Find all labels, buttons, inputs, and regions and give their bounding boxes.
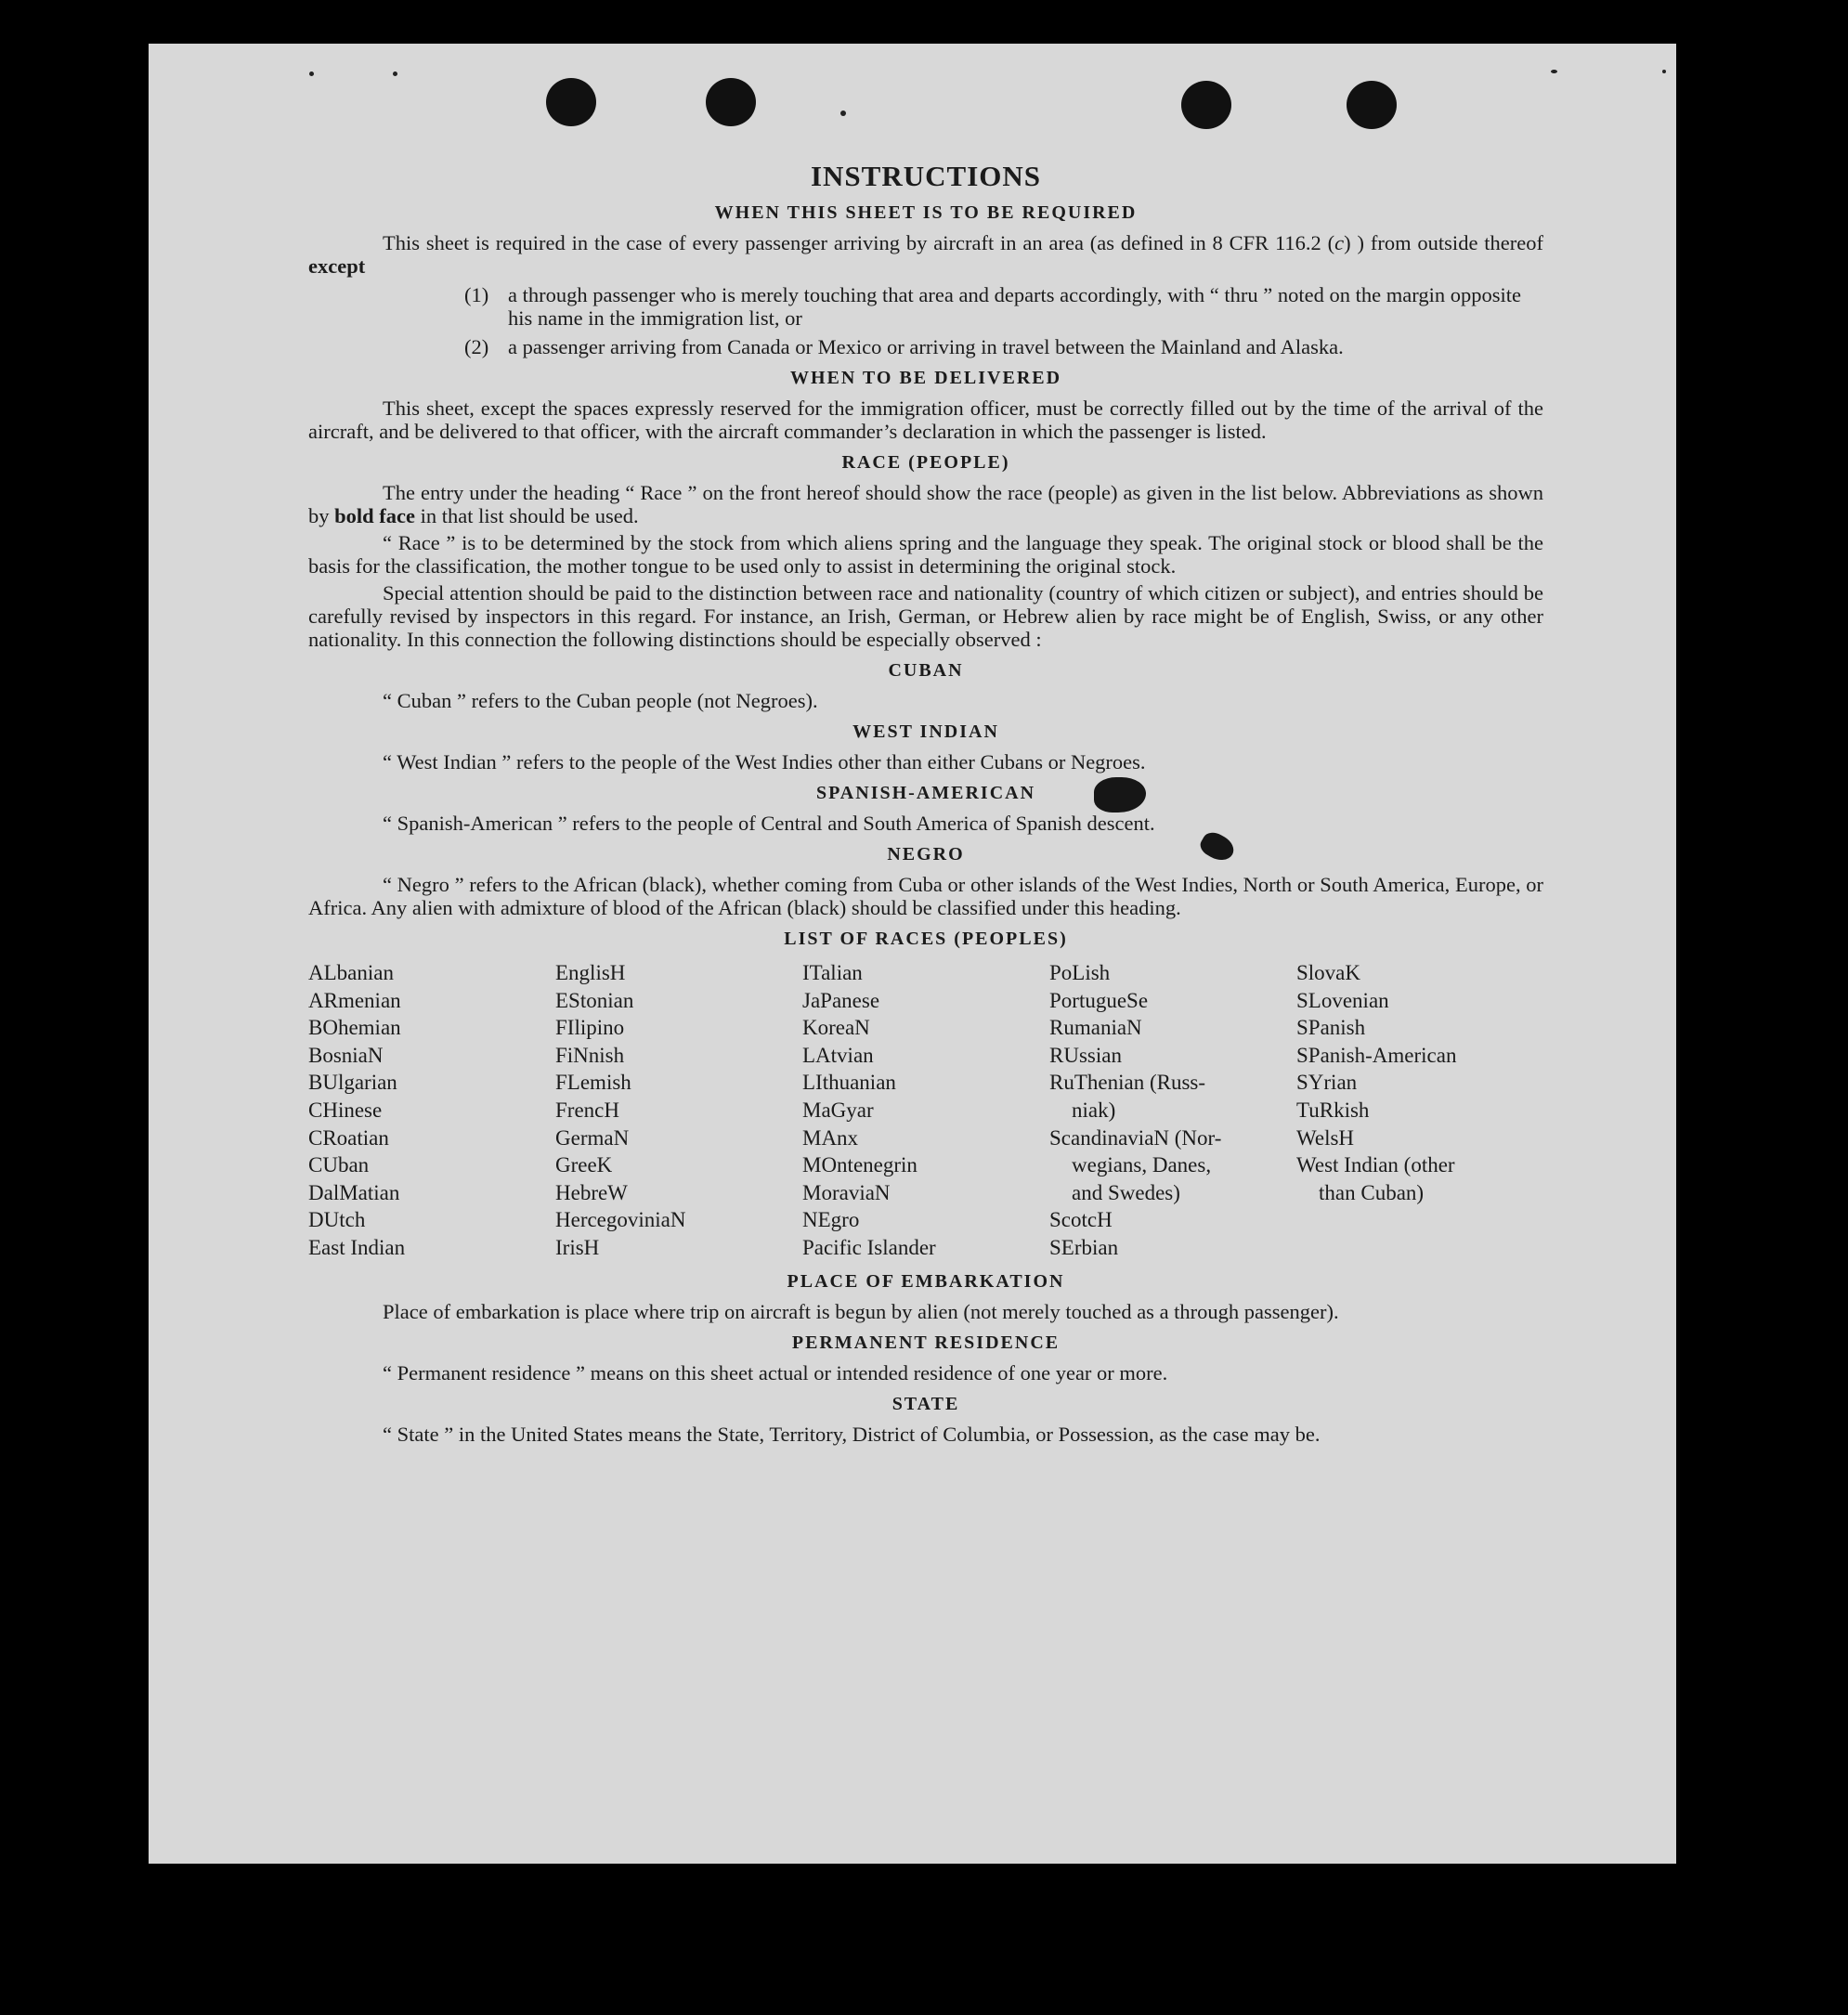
race-item: MAnx xyxy=(802,1125,859,1150)
race-item: BosniaN xyxy=(308,1043,384,1067)
punch-hole xyxy=(1347,81,1397,129)
section-heading: WHEN THIS SHEET IS TO BE REQUIRED xyxy=(714,202,1138,223)
paragraph xyxy=(308,231,1543,278)
race-item: SPanish-American xyxy=(1296,1043,1457,1067)
text-span: The entry under the heading “ Race ” on the front hereof should show the race (people) as given in the list below. Abbreviations as shown by xyxy=(308,481,1543,527)
race-item: RuThenian (Russ- xyxy=(1049,1071,1206,1095)
document-content xyxy=(308,160,1543,1450)
race-item: ScotcH xyxy=(1049,1208,1113,1232)
race-item: HebreW xyxy=(555,1180,628,1204)
race-column xyxy=(802,959,1049,1262)
race-item: KoreaN xyxy=(802,1016,870,1040)
bold-text: except xyxy=(308,254,366,278)
race-item: PortugueSe xyxy=(1049,988,1149,1012)
race-column xyxy=(308,959,555,1262)
section-heading: PERMANENT RESIDENCE xyxy=(791,1332,1061,1353)
race-column xyxy=(1049,959,1296,1262)
paragraph: “ West Indian ” refers to the people of the West Indies other than either Cubans or Negroes. xyxy=(383,750,1146,774)
page-title: INSTRUCTIONS xyxy=(810,160,1041,192)
race-item: MaGyar xyxy=(802,1098,874,1122)
speck xyxy=(393,72,397,76)
race-item: East Indian xyxy=(308,1235,406,1259)
race-item: RumaniaN xyxy=(1049,1016,1142,1040)
race-item: PoLish xyxy=(1049,961,1111,984)
race-item: BOhemian xyxy=(308,1016,401,1040)
item-number: (1) xyxy=(464,283,489,306)
race-item: WelsH xyxy=(1296,1125,1355,1150)
race-item: wegians, Danes, xyxy=(1072,1153,1212,1177)
race-item: SPanish xyxy=(1296,1016,1366,1040)
race-column xyxy=(555,959,802,1262)
italic-text: c xyxy=(1334,231,1345,254)
paragraph: Special attention should be paid to the distinction between race and nationality (country of which citizen or subject), and entries should be carefully revised by inspectors in this regard. For instance, an Irish, German, or Hebrew alien by race might be of English, Swiss, or any other nationality. In this connection the following distinctions should be especially observed : xyxy=(308,581,1543,651)
race-list xyxy=(308,959,1543,1262)
bold-text: bold face xyxy=(334,504,415,527)
race-item: EStonian xyxy=(555,988,634,1012)
race-item: GreeK xyxy=(555,1153,613,1177)
race-item: MoraviaN xyxy=(802,1180,891,1204)
document-page xyxy=(149,44,1676,1864)
section-heading: CUBAN xyxy=(888,660,964,681)
race-item: MOntenegrin xyxy=(802,1153,917,1177)
race-item: ARmenian xyxy=(308,988,401,1012)
section-heading: WEST INDIAN xyxy=(852,722,999,742)
paragraph: “ Spanish-American ” refers to the people of Central and South America of Spanish descent. xyxy=(383,812,1155,835)
race-item: JaPanese xyxy=(802,988,880,1012)
paragraph: Place of embarkation is place where trip on aircraft is begun by alien (not merely touched as a through passenger). xyxy=(383,1299,1339,1323)
race-item: GermaN xyxy=(555,1125,630,1150)
paragraph: This sheet, except the spaces expressly reserved for the immigration officer, must be correctly filled out by the time of the arrival of the aircraft, and be delivered to that officer, with the aircraft commander’s declaration in which the passenger is listed. xyxy=(308,396,1543,443)
race-item: SYrian xyxy=(1296,1071,1358,1095)
paragraph: “ Permanent residence ” means on this sheet actual or intended residence of one year or more. xyxy=(383,1360,1168,1384)
section-heading: PLACE OF EMBARKATION xyxy=(787,1270,1065,1292)
race-item: IrisH xyxy=(555,1235,600,1259)
section-heading: SPANISH-AMERICAN xyxy=(815,783,1036,803)
race-item: BUlgarian xyxy=(308,1071,397,1095)
paragraph: “ Race ” is to be determined by the stock from which aliens spring and the language they speak. The original stock or blood shall be the basis for the classification, the mother tongue to be used only to assist in determining the original stock. xyxy=(308,531,1543,578)
punch-hole xyxy=(1181,81,1231,129)
race-item: than Cuban) xyxy=(1319,1180,1425,1204)
paragraph: “ Negro ” refers to the African (black), whether coming from Cuba or other islands of the West Indies, North or South America, Europe, or Africa. Any alien with admixture of blood of the African (black) should be classified under this heading. xyxy=(308,873,1543,919)
race-item: CRoatian xyxy=(308,1125,389,1150)
punch-hole xyxy=(546,78,596,126)
punch-hole xyxy=(706,78,756,126)
item-text: a through passenger who is merely touching that area and departs accordingly, with “ thru ” noted on the margin opposite his name in the immigration list, or xyxy=(508,283,1521,330)
race-column xyxy=(1296,959,1543,1262)
race-item: LAtvian xyxy=(802,1043,874,1067)
race-item: ITalian xyxy=(802,961,863,984)
paragraph xyxy=(308,481,1543,527)
race-item: EnglisH xyxy=(555,961,626,984)
race-item: FIlipino xyxy=(555,1016,625,1040)
section-heading: LIST OF RACES (PEOPLES) xyxy=(784,929,1068,949)
race-item: DUtch xyxy=(308,1208,366,1232)
race-item: SlovaK xyxy=(1296,961,1360,984)
race-item: LIthuanian xyxy=(802,1071,896,1095)
speck xyxy=(309,72,314,76)
item-text: a passenger arriving from Canada or Mexico or arriving in travel between the Mainland and Alaska. xyxy=(508,335,1344,358)
race-item: FLemish xyxy=(555,1071,631,1095)
list-item xyxy=(308,335,1543,358)
race-item: SLovenian xyxy=(1296,988,1389,1012)
text-span: This sheet is required in the case of every passenger arriving by aircraft in an area (as defined in 8 CFR 116.2 ( xyxy=(383,231,1335,254)
race-item: CHinese xyxy=(308,1098,383,1122)
race-item: West Indian (other xyxy=(1296,1153,1455,1177)
race-item: RUssian xyxy=(1049,1043,1122,1067)
race-item: SErbian xyxy=(1049,1235,1119,1259)
race-item: FiNnish xyxy=(555,1043,625,1067)
speck xyxy=(1551,70,1557,73)
section-heading: WHEN TO BE DELIVERED xyxy=(789,368,1062,388)
paragraph: “ State ” in the United States means the State, Territory, District of Columbia, or Possession, as the case may be. xyxy=(383,1422,1321,1446)
race-item: ScandinaviaN (Nor- xyxy=(1049,1125,1222,1150)
item-number: (2) xyxy=(464,335,489,358)
text-span: in that list should be used. xyxy=(415,504,639,527)
race-item: Pacific Islander xyxy=(802,1235,936,1259)
speck xyxy=(1662,70,1666,73)
race-item: TuRkish xyxy=(1296,1098,1370,1122)
race-item: FrencH xyxy=(555,1098,619,1122)
speck xyxy=(840,110,846,116)
section-heading: STATE xyxy=(891,1393,960,1414)
race-item: CUban xyxy=(308,1153,370,1177)
text-span: ) ) from outside thereof xyxy=(1344,231,1543,254)
race-item: NEgro xyxy=(802,1208,860,1232)
list-item xyxy=(308,283,1543,330)
race-item: DalMatian xyxy=(308,1180,400,1204)
section-heading: RACE (PEOPLE) xyxy=(841,452,1010,473)
race-item: and Swedes) xyxy=(1072,1180,1180,1204)
paragraph: “ Cuban ” refers to the Cuban people (not Negroes). xyxy=(383,689,818,712)
race-item: HercegoviniaN xyxy=(555,1208,686,1232)
race-item: niak) xyxy=(1072,1098,1116,1122)
race-item: ALbanian xyxy=(308,961,394,984)
section-heading: NEGRO xyxy=(887,844,965,864)
